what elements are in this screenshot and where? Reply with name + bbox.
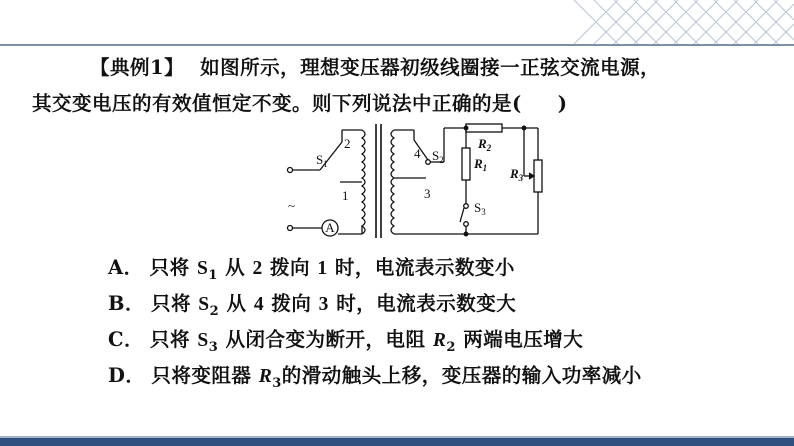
option-c[interactable]: C． 只将 $S_3$ 从闭合变为断开，电阻 $R_2$ 两端电压增大 (108, 328, 584, 355)
header-rule (0, 44, 794, 46)
ammeter-label: A (325, 220, 335, 235)
terminal-bottom (288, 226, 293, 231)
terminal-top (288, 168, 293, 173)
circuit-diagram (276, 118, 556, 244)
ac-symbol: ~ (288, 198, 296, 213)
position-2-label: 2 (344, 136, 351, 151)
svg-text:S3: $S_3$ (474, 200, 486, 217)
svg-text:S1: $S_1$ (316, 152, 328, 169)
svg-text:R3: $R_3$ (510, 166, 524, 183)
position-3-label: 3 (424, 186, 431, 201)
option-a[interactable]: A． 只将 $S_1$ 从 2 拨向 1 时，电流表示数变小 (108, 256, 515, 283)
position-1-label: 1 (342, 188, 349, 203)
svg-text:R2: $R_2$ (478, 136, 492, 153)
switch-s3-blade (460, 208, 464, 222)
resistor-r2 (466, 124, 502, 132)
header-decoration (554, 0, 794, 44)
stem-text-2: 其交变电压的有效值恒定不变。则下列说法中正确的是( (32, 92, 522, 115)
stem-text-1: 如图所示，理想变压器初级线圈接一正弦交流电源， (200, 56, 661, 79)
resistor-r1 (462, 148, 470, 180)
secondary-coil (391, 130, 394, 234)
option-d[interactable]: D． 只将变阻器 $R_3$的滑动触头上移，变压器的输入功率减小 (108, 364, 642, 391)
footer-bar (0, 438, 794, 446)
svg-text:S2: $S_2$ (432, 148, 444, 165)
answer-paren-close: ) (557, 92, 568, 115)
svg-text:R1: $R_1$ (474, 156, 488, 173)
position-4-label: 4 (414, 146, 421, 161)
question-stem (32, 50, 760, 122)
primary-coil (362, 130, 365, 234)
option-b[interactable]: B． 只将 $S_2$ 从 4 拨向 3 时，电流表示数变大 (108, 292, 517, 319)
example-tag: 【典例1】 (90, 56, 185, 79)
